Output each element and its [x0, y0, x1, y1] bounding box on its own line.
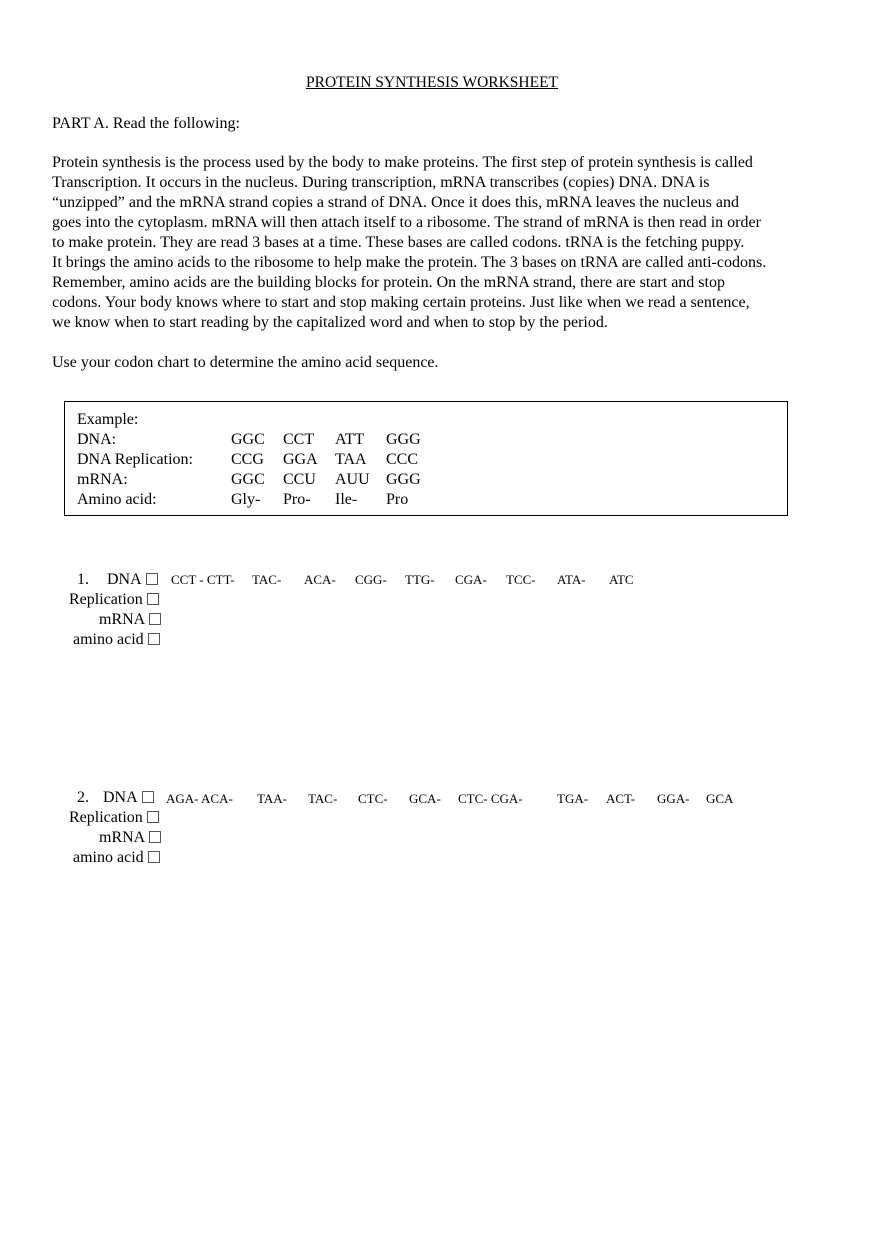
arrow-box-icon	[148, 633, 160, 645]
problem-dna-label: DNA	[103, 788, 154, 808]
dna-codon: CTC- CGA-	[458, 791, 523, 806]
paragraph-line: goes into the cytoplasm. mRNA will then attach itself to a ribosome. The strand of mRNA is then read in order	[52, 214, 761, 231]
example-row-label: mRNA:	[77, 471, 128, 488]
example-codon: GGC	[231, 471, 265, 488]
problem-number: 2.	[77, 789, 89, 806]
dna-codon: CGA-	[455, 572, 487, 587]
paragraph-line: we know when to start reading by the capitalized word and when to stop by the period.	[52, 314, 608, 331]
example-box: Example: DNA: GGC CCT ATT GGG DNA Replication: CCG GGA TAA CCC mRNA: GGC CCU AUU GGG Amino acid: Gly- Pro- Ile- Pro	[64, 401, 788, 516]
dna-codon: CGG-	[355, 572, 387, 587]
instruction-text: Use your codon chart to determine the amino acid sequence.	[52, 354, 439, 371]
dna-codon: GGA-	[657, 791, 690, 806]
problem-mrna-label: mRNA	[99, 610, 161, 630]
problem-number: 1.	[77, 571, 89, 588]
example-codon: GGC	[231, 431, 265, 448]
part-a-heading: PART A. Read the following:	[52, 115, 240, 132]
dna-codon: AGA- ACA-	[166, 791, 233, 806]
dna-codon: GCA	[706, 791, 734, 806]
dna-codon: CCT - CTT-	[171, 572, 235, 587]
dna-codon: ATA-	[557, 572, 586, 587]
dna-codon: TGA-	[557, 791, 589, 806]
paragraph-line: It brings the amino acids to the ribosome to help make the protein. The 3 bases on tRNA are called anti-codons.	[52, 254, 767, 271]
example-codon: AUU	[335, 471, 370, 488]
example-codon: TAA	[335, 451, 367, 468]
dna-codon: TAC-	[308, 791, 338, 806]
dna-codon: TAA-	[257, 791, 288, 806]
arrow-box-icon	[147, 593, 159, 605]
problem-replication-label: Replication	[69, 808, 159, 828]
example-row-label: DNA:	[77, 431, 117, 448]
example-codon: Pro	[386, 491, 409, 508]
arrow-box-icon	[149, 831, 161, 843]
paragraph-line: “unzipped” and the mRNA strand copies a strand of DNA. Once it does this, mRNA leaves the nucleus and	[52, 194, 739, 211]
paragraph-line: to make protein. They are read 3 bases at a time. These bases are called codons. tRNA is the fetching puppy.	[52, 234, 745, 251]
paragraph-line: Protein synthesis is the process used by the body to make proteins. The first step of protein synthesis is called	[52, 154, 753, 171]
example-codon: GGA	[283, 451, 318, 468]
arrow-box-icon	[148, 851, 160, 863]
arrow-box-icon	[149, 613, 161, 625]
arrow-box-icon	[146, 573, 158, 585]
example-codon: CCT	[283, 431, 315, 448]
paragraph-line: Transcription. It occurs in the nucleus. During transcription, mRNA transcribes (copies) DNA. DNA is	[52, 174, 710, 191]
example-codon: Pro-	[283, 491, 311, 508]
example-codon: CCG	[231, 451, 264, 468]
dna-codon: TCC-	[506, 572, 536, 587]
intro-paragraph	[52, 153, 842, 333]
arrow-box-icon	[142, 791, 154, 803]
example-row-label: DNA Replication:	[77, 451, 193, 468]
example-codon: Gly-	[231, 491, 261, 508]
dna-codon: TAC-	[252, 572, 282, 587]
example-codon: CCC	[386, 451, 419, 468]
dna-codon: TTG-	[405, 572, 435, 587]
problem-dna-label: DNA	[107, 570, 158, 590]
example-codon: CCU	[283, 471, 316, 488]
paragraph-line: codons. Your body knows where to start and stop making certain proteins. Just like when we read a sentence,	[52, 294, 750, 311]
paragraph-line: Remember, amino acids are the building blocks for protein. On the mRNA strand, there are start and stop	[52, 274, 725, 291]
dna-codon: GCA-	[409, 791, 441, 806]
example-codon: Ile-	[335, 491, 358, 508]
example-codon: ATT	[335, 431, 365, 448]
problem-replication-label: Replication	[69, 590, 159, 610]
problem-mrna-label: mRNA	[99, 828, 161, 848]
example-row-label: Amino acid:	[77, 491, 157, 508]
problem-amino-label: amino acid	[73, 630, 160, 650]
example-codon: GGG	[386, 431, 421, 448]
arrow-box-icon	[147, 811, 159, 823]
problem-amino-label: amino acid	[73, 848, 160, 868]
example-codon: GGG	[386, 471, 421, 488]
worksheet-title: PROTEIN SYNTHESIS WORKSHEET	[305, 74, 559, 91]
dna-codon: ACT-	[606, 791, 636, 806]
dna-codon: CTC-	[358, 791, 388, 806]
dna-codon: ACA-	[304, 572, 336, 587]
dna-codon: ATC	[609, 572, 634, 587]
